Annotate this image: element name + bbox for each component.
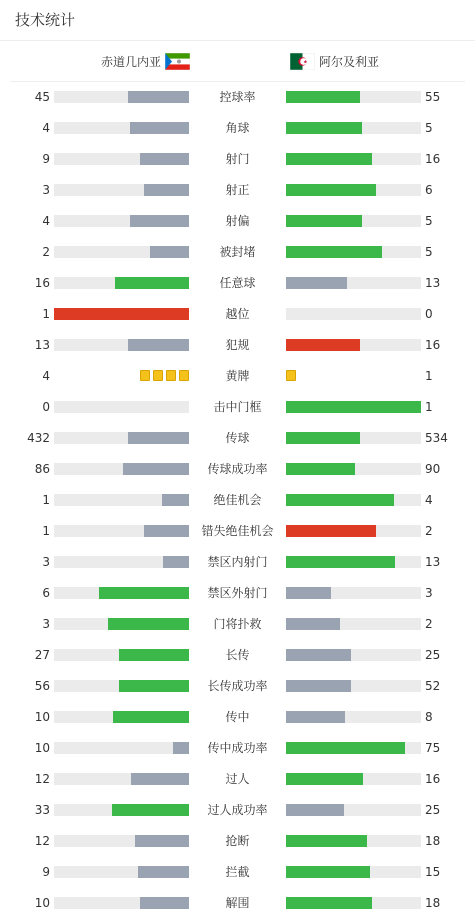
home-bar-fill xyxy=(144,184,189,196)
stat-label: 角球 xyxy=(225,121,250,135)
home-bar-fill xyxy=(113,711,189,723)
stat-label: 传球成功率 xyxy=(207,462,268,476)
home-value: 9 xyxy=(42,865,50,879)
stat-row[interactable] xyxy=(0,578,475,609)
away-value: 5 xyxy=(425,245,433,259)
stat-label: 禁区内射门 xyxy=(207,555,268,569)
home-bar-track xyxy=(54,773,189,785)
away-bar-track xyxy=(286,618,421,630)
home-bar-fill xyxy=(128,339,189,351)
stat-label: 长传成功率 xyxy=(207,679,268,693)
home-bar-track xyxy=(54,463,189,475)
home-value: 10 xyxy=(34,741,50,755)
page-title: 技术统计 xyxy=(15,11,76,29)
home-bar-track xyxy=(54,184,189,196)
away-value: 8 xyxy=(425,710,433,724)
stat-label: 禁区外射门 xyxy=(207,586,268,600)
home-bar-fill xyxy=(131,773,189,785)
home-bar-fill xyxy=(108,618,189,630)
home-bar-fill xyxy=(123,463,189,475)
stat-row[interactable] xyxy=(0,640,475,671)
equatorial-guinea-flag-icon xyxy=(165,53,190,70)
away-value: 1 xyxy=(425,400,433,414)
away-value: 16 xyxy=(425,152,441,166)
away-bar-fill xyxy=(286,680,351,692)
stat-row[interactable] xyxy=(0,547,475,578)
stat-label: 射正 xyxy=(225,183,250,197)
away-value: 25 xyxy=(425,803,441,817)
stat-row[interactable] xyxy=(0,144,475,175)
away-bar-track xyxy=(286,122,421,134)
stat-label: 抢断 xyxy=(225,834,250,848)
away-bar-track xyxy=(286,866,421,878)
home-yellow-cards xyxy=(140,370,189,382)
away-bar-fill xyxy=(286,525,376,537)
home-bar-track xyxy=(54,804,189,816)
home-bar-fill xyxy=(128,91,189,103)
stat-row[interactable] xyxy=(0,206,475,237)
away-bar-fill xyxy=(286,339,360,351)
home-bar-track xyxy=(54,835,189,847)
away-bar-track xyxy=(286,525,421,537)
home-bar-fill xyxy=(138,866,189,878)
stat-row[interactable] xyxy=(0,454,475,485)
away-bar-fill xyxy=(286,835,367,847)
away-bar-track xyxy=(286,711,421,723)
home-value: 4 xyxy=(42,369,50,383)
home-bar-track xyxy=(54,649,189,661)
algeria-flag-icon xyxy=(290,53,315,70)
away-bar-track xyxy=(286,432,421,444)
home-bar-track xyxy=(54,556,189,568)
away-value: 55 xyxy=(425,90,441,104)
home-bar-fill xyxy=(130,215,189,227)
away-value: 5 xyxy=(425,214,433,228)
away-bar-fill xyxy=(286,463,355,475)
away-value: 75 xyxy=(425,741,441,755)
stat-label: 犯规 xyxy=(225,338,250,352)
home-bar-track xyxy=(54,494,189,506)
stat-label: 解围 xyxy=(225,896,250,910)
home-value: 1 xyxy=(42,493,50,507)
stat-row[interactable] xyxy=(0,702,475,733)
away-bar-fill xyxy=(286,711,345,723)
stat-label: 错失绝佳机会 xyxy=(201,524,274,538)
away-bar-track xyxy=(286,339,421,351)
stat-label: 传中 xyxy=(225,710,250,724)
home-bar-fill xyxy=(128,432,189,444)
home-value: 13 xyxy=(34,338,50,352)
away-bar-fill xyxy=(286,587,331,599)
stat-row[interactable] xyxy=(0,268,475,299)
stat-label: 绝佳机会 xyxy=(213,493,262,507)
stat-label: 过人 xyxy=(225,772,250,786)
home-bar-track xyxy=(54,308,189,320)
stat-row[interactable] xyxy=(0,299,475,330)
home-value: 27 xyxy=(34,648,50,662)
away-value: 16 xyxy=(425,338,441,352)
stat-label: 门将扑救 xyxy=(213,617,262,631)
away-bar-track xyxy=(286,556,421,568)
home-bar-fill xyxy=(54,308,189,320)
home-bar-fill xyxy=(150,246,189,258)
home-value: 9 xyxy=(42,152,50,166)
stat-row[interactable] xyxy=(0,826,475,857)
away-bar-track xyxy=(286,897,421,909)
away-bar-fill xyxy=(286,897,372,909)
away-bar-track xyxy=(286,773,421,785)
away-bar-track xyxy=(286,649,421,661)
home-value: 4 xyxy=(42,214,50,228)
away-yellow-cards xyxy=(286,370,296,382)
stat-row[interactable] xyxy=(0,361,475,392)
stat-label: 过人成功率 xyxy=(207,803,268,817)
home-value: 1 xyxy=(42,524,50,538)
away-bar-fill xyxy=(286,246,382,258)
home-bar-fill xyxy=(130,122,189,134)
stat-row[interactable] xyxy=(0,795,475,826)
home-bar-track xyxy=(54,525,189,537)
away-bar-fill xyxy=(286,618,340,630)
home-value: 3 xyxy=(42,555,50,569)
away-value: 1 xyxy=(425,369,433,383)
stat-row[interactable] xyxy=(0,392,475,423)
home-bar-fill xyxy=(99,587,189,599)
away-value: 6 xyxy=(425,183,433,197)
home-bar-fill xyxy=(140,153,189,165)
stat-label: 射偏 xyxy=(225,214,250,228)
away-value: 2 xyxy=(425,617,433,631)
stat-row[interactable] xyxy=(0,609,475,640)
stat-label: 被封堵 xyxy=(219,245,256,259)
stat-label: 长传 xyxy=(225,648,250,662)
home-bar-fill xyxy=(144,525,189,537)
away-bar-fill xyxy=(286,153,372,165)
home-bar-track xyxy=(54,742,189,754)
home-bar-fill xyxy=(162,494,189,506)
stat-row[interactable] xyxy=(0,113,475,144)
home-bar-track xyxy=(54,587,189,599)
away-bar-fill xyxy=(286,122,362,134)
home-bar-track xyxy=(54,401,189,413)
home-bar-track xyxy=(54,122,189,134)
yellow-card-icon xyxy=(286,370,296,381)
stat-row[interactable] xyxy=(0,764,475,795)
away-bar-fill xyxy=(286,773,363,785)
stats-list xyxy=(0,82,475,919)
home-value: 16 xyxy=(34,276,50,290)
away-bar-fill xyxy=(286,401,421,413)
away-value: 2 xyxy=(425,524,433,538)
home-value: 4 xyxy=(42,121,50,135)
stat-row[interactable] xyxy=(0,175,475,206)
away-bar-track xyxy=(286,91,421,103)
away-value: 90 xyxy=(425,462,441,476)
home-bar-track xyxy=(54,215,189,227)
away-value: 3 xyxy=(425,586,433,600)
home-value: 12 xyxy=(34,772,50,786)
home-bar-track xyxy=(54,91,189,103)
away-bar-track xyxy=(286,587,421,599)
away-bar-track xyxy=(286,184,421,196)
home-value: 2 xyxy=(42,245,50,259)
stat-row[interactable] xyxy=(0,82,475,113)
home-bar-fill xyxy=(115,277,189,289)
home-value: 56 xyxy=(34,679,50,693)
home-bar-fill xyxy=(112,804,189,816)
away-bar-track xyxy=(286,494,421,506)
away-bar-fill xyxy=(286,866,370,878)
yellow-card-icon xyxy=(179,370,189,381)
title-divider xyxy=(0,40,475,41)
away-bar-fill xyxy=(286,277,347,289)
away-value: 15 xyxy=(425,865,441,879)
home-bar-track xyxy=(54,153,189,165)
home-bar-track xyxy=(54,277,189,289)
home-team[interactable] xyxy=(101,51,190,71)
yellow-card-icon xyxy=(166,370,176,381)
away-bar-fill xyxy=(286,494,394,506)
stat-row[interactable] xyxy=(0,423,475,454)
home-value: 10 xyxy=(34,710,50,724)
away-team-name: 阿尔及利亚 xyxy=(319,54,380,69)
home-bar-track xyxy=(54,866,189,878)
home-bar-fill xyxy=(163,556,189,568)
away-bar-fill xyxy=(286,804,344,816)
stat-label: 越位 xyxy=(225,307,250,321)
stat-label: 传中成功率 xyxy=(207,741,268,755)
away-bar-track xyxy=(286,680,421,692)
away-bar-track xyxy=(286,835,421,847)
stat-row[interactable] xyxy=(0,485,475,516)
away-value: 4 xyxy=(425,493,433,507)
stat-row[interactable] xyxy=(0,237,475,268)
stat-row[interactable] xyxy=(0,857,475,888)
away-value: 18 xyxy=(425,896,441,910)
away-value: 13 xyxy=(425,555,441,569)
home-value: 10 xyxy=(34,896,50,910)
stat-label: 控球率 xyxy=(219,90,256,104)
home-bar-fill xyxy=(135,835,189,847)
home-value: 432 xyxy=(27,431,50,445)
home-value: 6 xyxy=(42,586,50,600)
home-bar-fill xyxy=(119,649,189,661)
away-bar-fill xyxy=(286,742,405,754)
away-bar-track xyxy=(286,804,421,816)
home-value: 3 xyxy=(42,183,50,197)
away-bar-track xyxy=(286,215,421,227)
away-bar-fill xyxy=(286,649,351,661)
home-value: 0 xyxy=(42,400,50,414)
home-bar-track xyxy=(54,339,189,351)
away-value: 18 xyxy=(425,834,441,848)
away-bar-track xyxy=(286,246,421,258)
stat-label: 射门 xyxy=(225,152,250,166)
stat-label: 传球 xyxy=(225,431,250,445)
stat-label: 黄牌 xyxy=(225,369,250,383)
away-bar-track xyxy=(286,463,421,475)
home-bar-track xyxy=(54,618,189,630)
away-bar-track xyxy=(286,308,421,320)
home-bar-fill xyxy=(140,897,189,909)
away-value: 52 xyxy=(425,679,441,693)
home-bar-track xyxy=(54,711,189,723)
home-bar-track xyxy=(54,680,189,692)
home-bar-track xyxy=(54,897,189,909)
home-value: 33 xyxy=(34,803,50,817)
away-bar-fill xyxy=(286,556,395,568)
away-bar-fill xyxy=(286,215,362,227)
home-value: 86 xyxy=(34,462,50,476)
home-bar-fill xyxy=(119,680,189,692)
away-team[interactable] xyxy=(290,51,379,71)
home-value: 1 xyxy=(42,307,50,321)
stat-row[interactable] xyxy=(0,516,475,547)
away-value: 25 xyxy=(425,648,441,662)
home-team-name: 赤道几内亚 xyxy=(100,54,161,69)
home-bar-fill xyxy=(173,742,189,754)
home-value: 45 xyxy=(34,90,50,104)
away-bar-track xyxy=(286,742,421,754)
home-value: 12 xyxy=(34,834,50,848)
away-value: 13 xyxy=(425,276,441,290)
away-bar-fill xyxy=(286,184,376,196)
away-bar-fill xyxy=(286,91,360,103)
yellow-card-icon xyxy=(140,370,150,381)
stat-label: 任意球 xyxy=(219,276,256,290)
away-value: 534 xyxy=(425,431,448,445)
away-value: 5 xyxy=(425,121,433,135)
away-bar-fill xyxy=(286,432,360,444)
away-bar-track xyxy=(286,401,421,413)
home-bar-track xyxy=(54,432,189,444)
away-value: 0 xyxy=(425,307,433,321)
stat-label: 拦截 xyxy=(225,865,250,879)
yellow-card-icon xyxy=(153,370,163,381)
stat-row[interactable] xyxy=(0,888,475,919)
home-bar-track xyxy=(54,246,189,258)
stat-row[interactable] xyxy=(0,671,475,702)
away-value: 16 xyxy=(425,772,441,786)
stat-label: 击中门框 xyxy=(213,400,262,414)
stat-row[interactable] xyxy=(0,733,475,764)
home-value: 3 xyxy=(42,617,50,631)
stat-row[interactable] xyxy=(0,330,475,361)
away-bar-track xyxy=(286,153,421,165)
away-bar-track xyxy=(286,277,421,289)
